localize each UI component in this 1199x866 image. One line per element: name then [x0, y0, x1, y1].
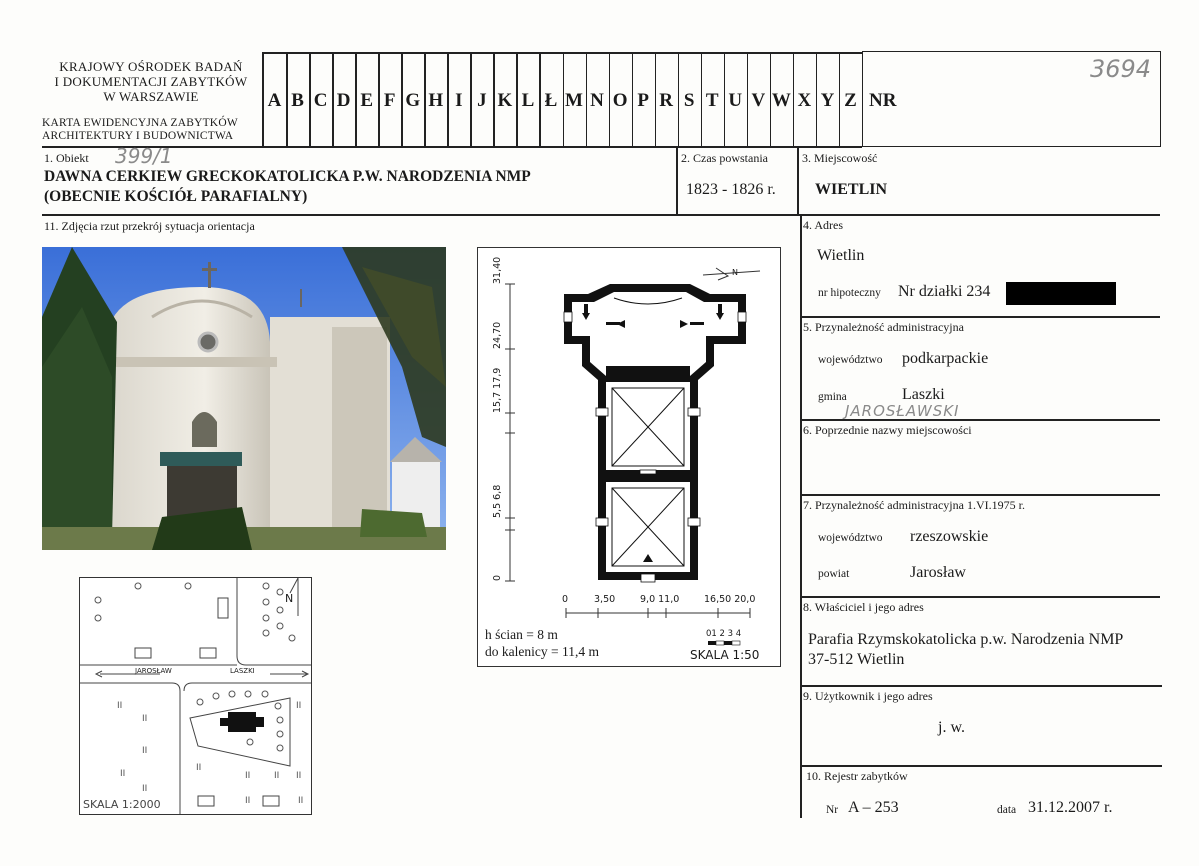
letter-divider [770, 52, 772, 147]
letter-cell: L [521, 90, 535, 111]
letter-cell: Y [820, 90, 835, 111]
letter-cell: Ł [544, 90, 558, 111]
redacted-block [1006, 282, 1116, 305]
adres-value: Wietlin [817, 247, 865, 264]
letter-divider [378, 52, 380, 147]
gmina-handwritten: JAROSŁAWSKI [845, 402, 960, 420]
letter-cell: T [705, 90, 719, 111]
svg-text:II: II [298, 796, 304, 806]
letter-divider [286, 52, 288, 147]
letter-cell: P [637, 90, 649, 111]
czas-label: 2. Czas powstania [681, 151, 768, 165]
road-label-laszki: LASZKI [230, 667, 255, 675]
letter-divider [816, 52, 818, 147]
floor-plan [477, 247, 781, 667]
row1-bottom-line [42, 214, 1160, 216]
letter-cell: X [797, 90, 812, 111]
situation-plan [79, 577, 312, 815]
letter-cell: N [590, 90, 604, 111]
letter-cell: J [477, 90, 487, 111]
wojewodztwo1975-value: rzeszowskie [910, 528, 989, 545]
zdjecia-label: 11. Zdjęcia rzut przekrój sytuacja orientacja [44, 219, 255, 233]
letter-divider [747, 52, 749, 147]
plan-y-tick-label: 5,5 6,8 [492, 484, 503, 518]
svg-text:II: II [120, 769, 126, 779]
rejestr-nr-label: Nr [826, 804, 839, 816]
letter-divider [609, 52, 611, 147]
uzytkownik-value: j. w. [938, 719, 965, 736]
letter-cell: H [428, 90, 444, 111]
road-label-jaroslaw: JAROSŁAW [135, 667, 172, 675]
wlasc-bottom [800, 685, 1162, 687]
svg-text:II: II [296, 771, 302, 781]
letter-divider [563, 52, 565, 147]
church-photo [42, 247, 446, 550]
card-type: KARTA EWIDENCYJNA ZABYTKÓW ARCHITEKTURY I BUDOWNICTWA [42, 117, 238, 142]
adres-label: 4. Adres [803, 218, 843, 232]
wlasciciel-label: 8. Właściciel i jego adres [803, 600, 924, 614]
situation-north-label: N [285, 592, 294, 605]
letter-cell: W [771, 90, 791, 111]
letter-cell: G [405, 90, 421, 111]
hipoteczny-value: Nr działki 234 [898, 283, 991, 300]
right-column-divider [800, 214, 802, 818]
letter-cell: M [565, 90, 583, 111]
letter-divider [701, 52, 703, 147]
letter-divider [586, 52, 588, 147]
letter-cell: S [683, 90, 695, 111]
letter-divider [839, 52, 841, 147]
letter-cell: E [360, 90, 373, 111]
plan-x-tick-label: 9,0 11,0 [640, 594, 680, 605]
letter-cell: O [612, 90, 628, 111]
plan-x-tick-label: 3,50 [594, 594, 616, 605]
powiat-value: Jarosław [910, 564, 966, 581]
svg-text:II: II [142, 714, 148, 724]
svg-text:II: II [142, 746, 148, 756]
letter-divider [470, 52, 472, 147]
svg-text:II: II [196, 763, 202, 773]
gmina-label: gmina [818, 391, 847, 403]
letter-divider [793, 52, 795, 147]
letter-divider [678, 52, 680, 147]
wojewodztwo1975-label: województwo [818, 532, 883, 544]
letter-divider [724, 52, 726, 147]
miejscowosc-value: WIETLIN [815, 181, 888, 198]
plan-y-tick-label: 24,70 [492, 321, 503, 349]
plan-x-tick-label: 0 [562, 594, 569, 605]
letter-divider [493, 52, 495, 147]
uzytkownik-label: 9. Użytkownik i jego adres [803, 689, 933, 703]
rejestr-data-value: 31.12.2007 r. [1028, 799, 1113, 816]
letter-divider [424, 52, 426, 147]
powiat-label: powiat [818, 568, 850, 580]
letter-cell: I [455, 90, 463, 111]
plan-scale: SKALA 1:50 [690, 648, 760, 662]
obiekt-name: DAWNA CERKIEW GRECKOKATOLICKA P.W. NARODZENIA NMP (OBECNIE KOŚCIÓŁ PARAFIALNY) [44, 168, 531, 205]
plan-y-tick-label: 31,40 [492, 256, 503, 284]
nr-handwritten: 3694 [1090, 55, 1152, 83]
rejestr-data-label: data [997, 804, 1017, 816]
letter-cell: F [383, 90, 396, 111]
letter-cell: A [267, 90, 282, 111]
przyn-label: 5. Przynależność administracyjna [803, 320, 964, 334]
obiekt-handwritten: 399/1 [115, 144, 173, 168]
hipoteczny-label: nr hipoteczny [818, 287, 881, 299]
institution-name: KRAJOWY OŚRODEK BADAŃ I DOKUMENTACJI ZABYTKÓW W WARSZAWIE [54, 59, 248, 104]
plan-scale-numbers: 01 2 3 4 [706, 629, 742, 639]
letter-cell: R [659, 90, 674, 111]
nr-label: NR [869, 90, 897, 111]
letter-cell: Z [844, 90, 857, 111]
letter-divider [655, 52, 657, 147]
czas-value: 1823 - 1826 r. [686, 181, 776, 198]
plan-y-tick-label: 15,7 17,9 [492, 367, 503, 413]
obiekt-label: 1. Obiekt [44, 151, 89, 165]
plan-y-tick-label: 0 [492, 574, 503, 581]
letter-cell: B [291, 90, 304, 111]
letter-divider [309, 52, 311, 147]
letter-cell: D [336, 90, 351, 111]
letter-cell: V [751, 90, 766, 111]
przyn1975-label: 7. Przynależność administracyjna 1.VI.1975 r. [803, 498, 1025, 512]
poprz-bottom [800, 494, 1160, 496]
svg-text:II: II [117, 701, 123, 711]
letter-cell: K [497, 90, 513, 111]
letter-cell: U [728, 90, 743, 111]
letter-divider [355, 52, 357, 147]
letter-divider [401, 52, 403, 147]
uzyt-bottom [800, 765, 1162, 767]
wojewodztwo-label: województwo [818, 354, 883, 366]
svg-text:II: II [274, 771, 280, 781]
gmina-value: Laszki [902, 386, 945, 403]
czas-divider [676, 146, 678, 214]
letter-divider [632, 52, 634, 147]
svg-text:II: II [245, 796, 251, 806]
miejscowosc-divider [797, 146, 799, 214]
letter-divider [447, 52, 449, 147]
situation-scale: SKALA 1:2000 [83, 798, 161, 811]
letter-divider [539, 52, 541, 147]
svg-text:II: II [296, 701, 302, 711]
plan-x-tick-label: 16,50 20,0 [704, 594, 756, 605]
plan-north-label: N [732, 268, 738, 277]
svg-text:II: II [142, 784, 148, 794]
plan-dimensions: h ścian = 8 m do kalenicy = 11,4 m [485, 627, 599, 659]
miejscowosc-label: 3. Miejscowość [802, 151, 878, 165]
letter-divider [332, 52, 334, 147]
rejestr-nr-value: A – 253 [848, 799, 899, 816]
przyn1975-bottom [800, 596, 1160, 598]
rejestr-label: 10. Rejestr zabytków [806, 769, 908, 783]
adres-bottom [800, 316, 1160, 318]
poprzednie-label: 6. Poprzednie nazwy miejscowości [803, 423, 972, 437]
wojewodztwo-value: podkarpackie [902, 350, 989, 367]
letter-cell: C [313, 90, 328, 111]
wlasciciel-value: Parafia Rzymskokatolicka p.w. Narodzenia NMP 37-512 Wietlin [808, 631, 1124, 668]
letter-divider [516, 52, 518, 147]
svg-text:II: II [245, 771, 251, 781]
